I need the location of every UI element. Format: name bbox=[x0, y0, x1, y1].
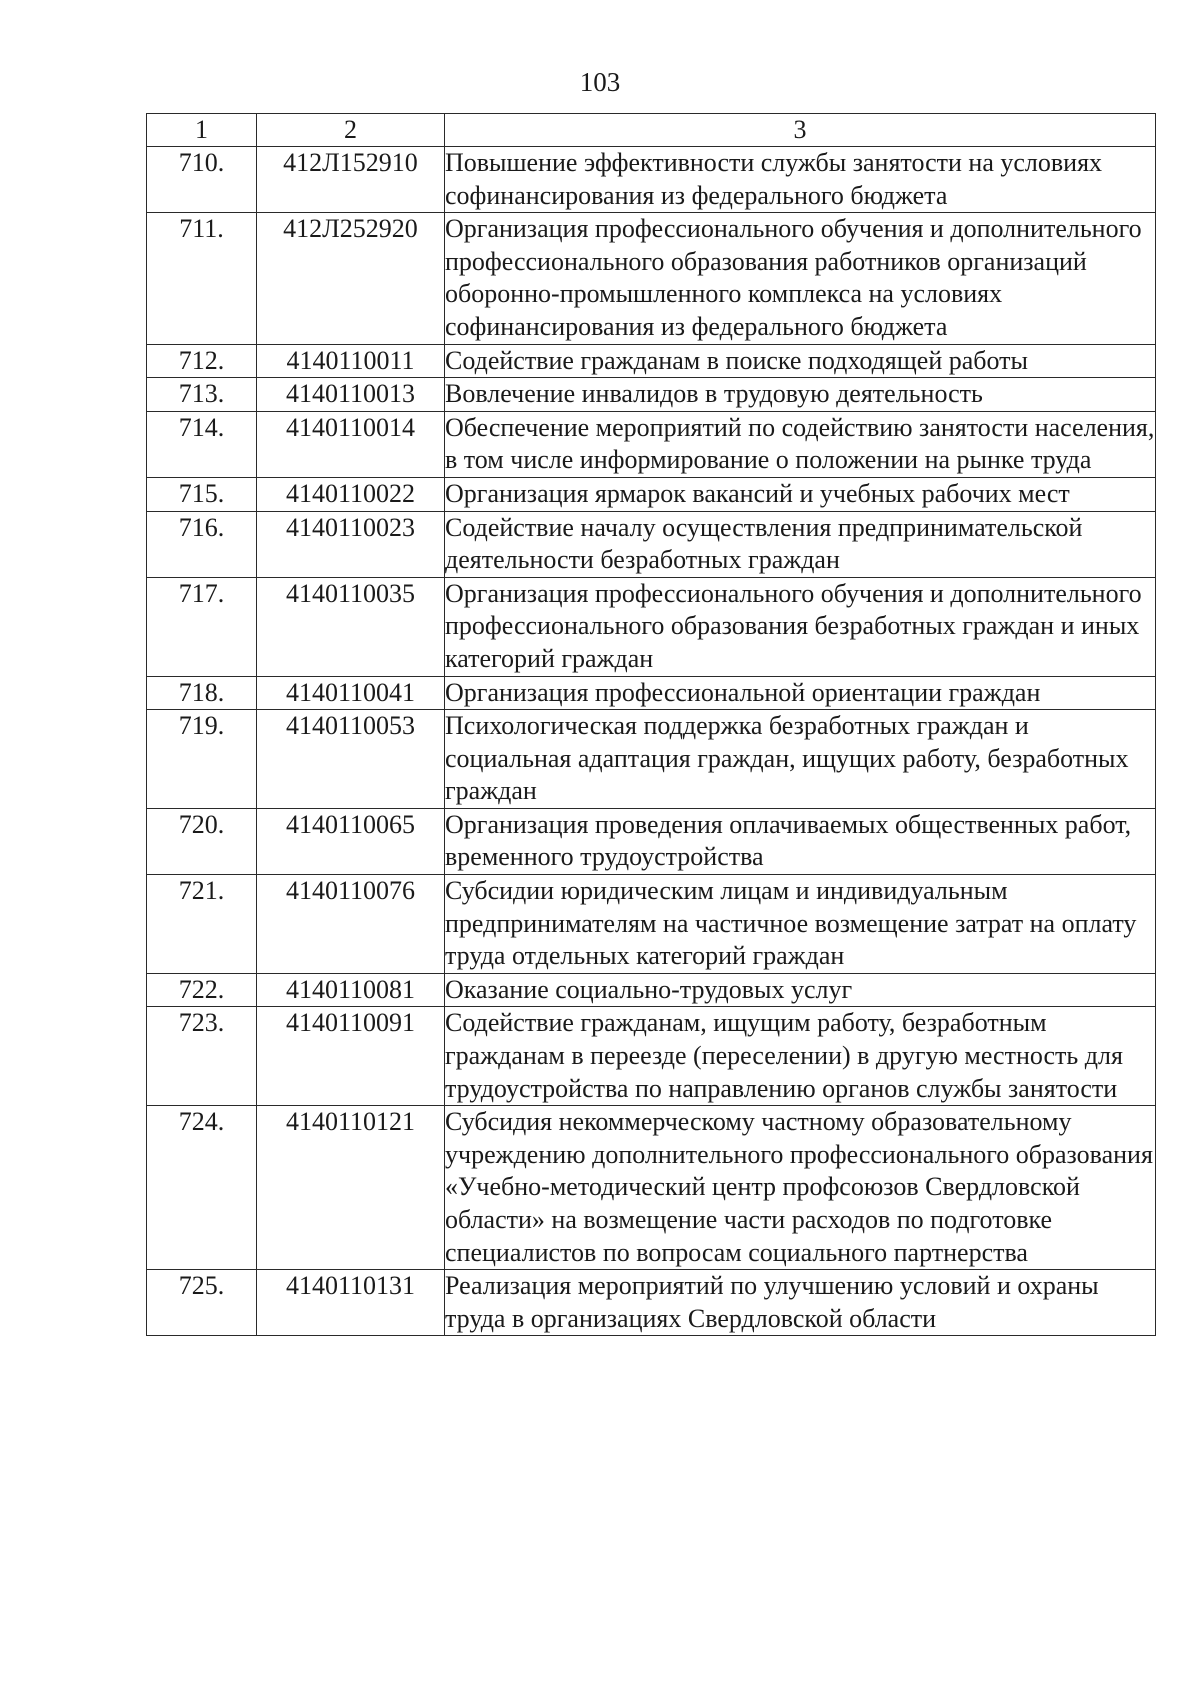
column-header-description: 3 bbox=[445, 114, 1156, 147]
row-number-cell: 722. bbox=[147, 973, 257, 1007]
target-code-cell: 4140110013 bbox=[257, 378, 445, 412]
target-code-cell: 412Л152910 bbox=[257, 147, 445, 213]
table-row bbox=[147, 875, 1156, 974]
target-code-cell: 4140110014 bbox=[257, 411, 445, 477]
description-cell: Содействие гражданам, ищущим работу, безработным гражданам в переезде (переселении) в другую местность для трудоустройства по направлению органов службы занятости bbox=[445, 1007, 1156, 1106]
target-code-cell: 4140110011 bbox=[257, 344, 445, 378]
target-code-cell: 4140110076 bbox=[257, 875, 445, 974]
description-cell: Содействие началу осуществления предпринимательской деятельности безработных граждан bbox=[445, 511, 1156, 577]
target-code-cell: 412Л252920 bbox=[257, 213, 445, 344]
description-cell: Психологическая поддержка безработных граждан и социальная адаптация граждан, ищущих работу, безработных граждан bbox=[445, 710, 1156, 809]
table-row bbox=[147, 973, 1156, 1007]
description-cell: Содействие гражданам в поиске подходящей работы bbox=[445, 344, 1156, 378]
row-number-cell: 718. bbox=[147, 676, 257, 710]
target-code-cell: 4140110065 bbox=[257, 808, 445, 874]
row-number-cell: 724. bbox=[147, 1106, 257, 1270]
row-number-cell: 715. bbox=[147, 477, 257, 511]
table-row bbox=[147, 1007, 1156, 1106]
target-code-cell: 4140110091 bbox=[257, 1007, 445, 1106]
table-row bbox=[147, 710, 1156, 809]
target-code-cell: 4140110081 bbox=[257, 973, 445, 1007]
table-row bbox=[147, 511, 1156, 577]
table-row bbox=[147, 344, 1156, 378]
column-header-number: 1 bbox=[147, 114, 257, 147]
page-number: 103 bbox=[579, 67, 621, 97]
table-row bbox=[147, 577, 1156, 676]
row-number-cell: 717. bbox=[147, 577, 257, 676]
column-header-code: 2 bbox=[257, 114, 445, 147]
budget-codes-table bbox=[146, 113, 1156, 1336]
table-row bbox=[147, 676, 1156, 710]
description-cell: Организация проведения оплачиваемых общественных работ, временного трудоустройства bbox=[445, 808, 1156, 874]
description-cell: Субсидия некоммерческому частному образовательному учреждению дополнительного профессионального образования «Учебно-методический центр профсоюзов Свердловской области» на возмещение части расходов по подготовке специалистов по вопросам социального партнерства bbox=[445, 1106, 1156, 1270]
row-number-cell: 716. bbox=[147, 511, 257, 577]
target-code-cell: 4140110023 bbox=[257, 511, 445, 577]
row-number-cell: 710. bbox=[147, 147, 257, 213]
target-code-cell: 4140110035 bbox=[257, 577, 445, 676]
description-cell: Вовлечение инвалидов в трудовую деятельность bbox=[445, 378, 1156, 412]
row-number-cell: 711. bbox=[147, 213, 257, 344]
table-row bbox=[147, 808, 1156, 874]
target-code-cell: 4140110053 bbox=[257, 710, 445, 809]
description-cell: Оказание социально-трудовых услуг bbox=[445, 973, 1156, 1007]
description-cell: Повышение эффективности службы занятости на условиях софинансирования из федерального бюджета bbox=[445, 147, 1156, 213]
row-number-cell: 714. bbox=[147, 411, 257, 477]
target-code-cell: 4140110121 bbox=[257, 1106, 445, 1270]
table-row bbox=[147, 1106, 1156, 1270]
table-row bbox=[147, 147, 1156, 213]
description-cell: Реализация мероприятий по улучшению условий и охраны труда в организациях Свердловской области bbox=[445, 1270, 1156, 1336]
table-row bbox=[147, 411, 1156, 477]
row-number-cell: 713. bbox=[147, 378, 257, 412]
table-row bbox=[147, 477, 1156, 511]
table-row bbox=[147, 378, 1156, 412]
target-code-cell: 4140110041 bbox=[257, 676, 445, 710]
row-number-cell: 725. bbox=[147, 1270, 257, 1336]
description-cell: Организация профессионального обучения и дополнительного профессионального образования работников организаций оборонно-промышленного комплекса на условиях софинансирования из федерального бюджета bbox=[445, 213, 1156, 344]
row-number-cell: 720. bbox=[147, 808, 257, 874]
row-number-cell: 721. bbox=[147, 875, 257, 974]
description-cell: Субсидии юридическим лицам и индивидуальным предпринимателям на частичное возмещение затрат на оплату труда отдельных категорий граждан bbox=[445, 875, 1156, 974]
target-code-cell: 4140110022 bbox=[257, 477, 445, 511]
description-cell: Обеспечение мероприятий по содействию занятости населения, в том числе информирование о положении на рынке труда bbox=[445, 411, 1156, 477]
description-cell: Организация профессионального обучения и дополнительного профессионального образования безработных граждан и иных категорий граждан bbox=[445, 577, 1156, 676]
target-code-cell: 4140110131 bbox=[257, 1270, 445, 1336]
description-cell: Организация профессиональной ориентации граждан bbox=[445, 676, 1156, 710]
description-cell: Организация ярмарок вакансий и учебных рабочих мест bbox=[445, 477, 1156, 511]
table-row bbox=[147, 1270, 1156, 1336]
table-row bbox=[147, 213, 1156, 344]
row-number-cell: 723. bbox=[147, 1007, 257, 1106]
row-number-cell: 719. bbox=[147, 710, 257, 809]
table-header-row bbox=[147, 114, 1156, 147]
row-number-cell: 712. bbox=[147, 344, 257, 378]
